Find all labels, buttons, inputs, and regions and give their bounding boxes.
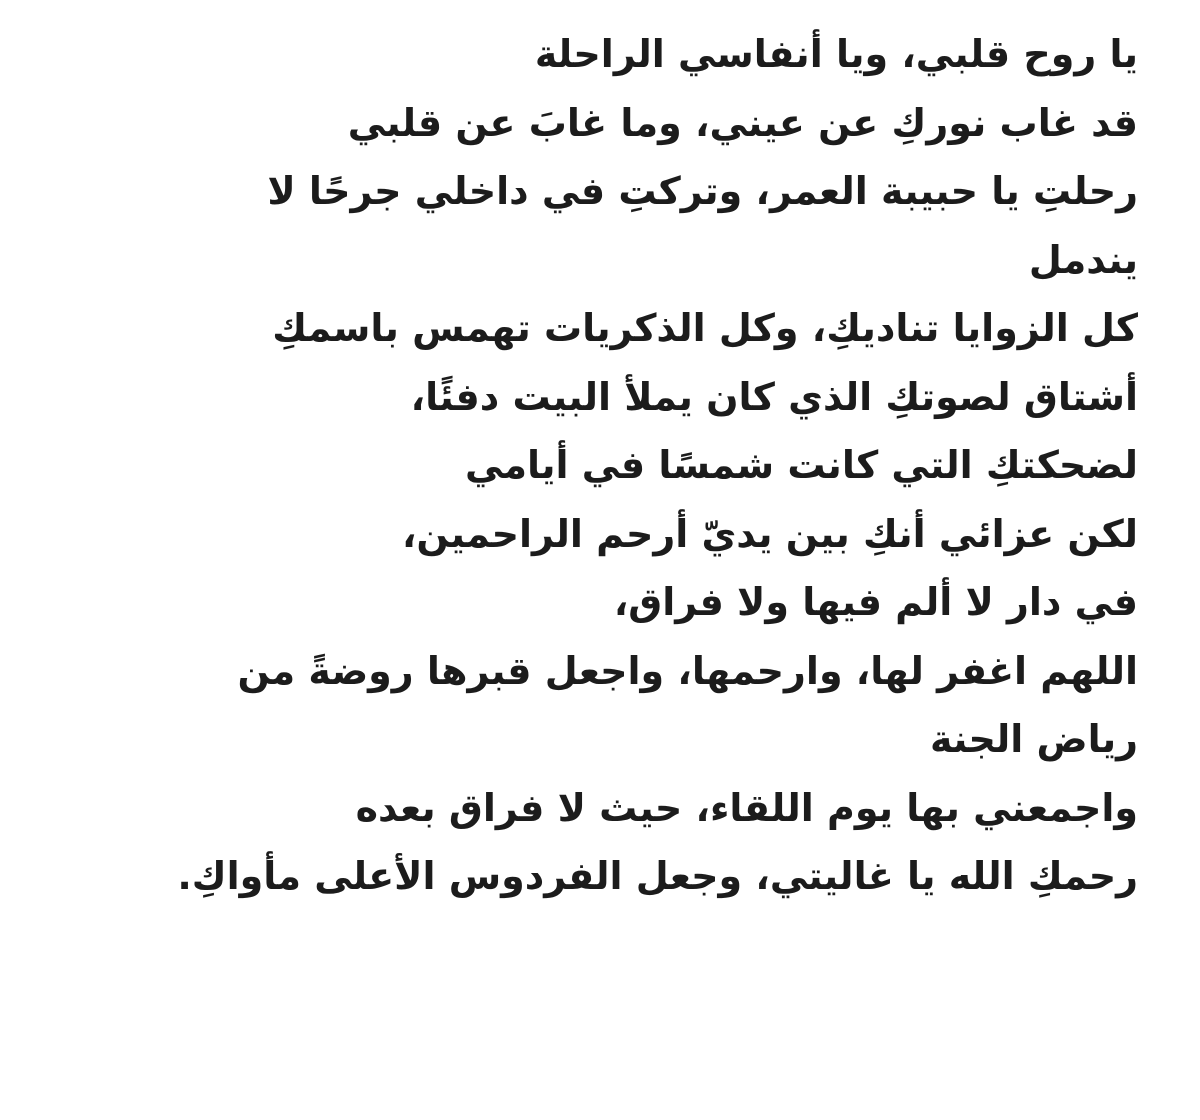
text-line-2: قد غاب نوركِ عن عيني، وما غابَ عن قلبي: [347, 100, 1138, 145]
text-line-3: رحلتِ يا حبيبة العمر، وتركتِ في داخلي جرحًا لا: [267, 169, 1138, 213]
text-line-4: يندمل: [1028, 237, 1138, 282]
text-line-6: أشتاق لصوتكِ الذي كان يملأ البيت دفئًا،: [410, 374, 1138, 419]
text-line-12: واجمعني بها يوم اللقاء، حيث لا فراق بعده: [355, 785, 1138, 830]
text-line-5: كل الزوايا تناديكِ، وكل الذكريات تهمس باسمكِ: [272, 306, 1138, 350]
text-line-11: رياض الجنة: [930, 717, 1138, 761]
text-line-8: لكن عزائي أنكِ بين يديّ أرحم الراحمين،: [401, 511, 1138, 556]
post-text-body: [58, 20, 1138, 911]
text-line-9: في دار لا ألم فيها ولا فراق،: [613, 580, 1138, 624]
text-line-7: لضحكتكِ التي كانت شمسًا في أيامي: [465, 443, 1138, 487]
text-line-10: اللهم اغفر لها، وارحمها، واجعل قبرها روضةً من: [237, 648, 1138, 693]
text-line-1: يا روح قلبي، ويا أنفاسي الراحلة: [534, 32, 1138, 76]
text-line-13: رحمكِ الله يا غاليتي، وجعل الفردوس الأعلى مأواكِ.: [177, 854, 1138, 898]
